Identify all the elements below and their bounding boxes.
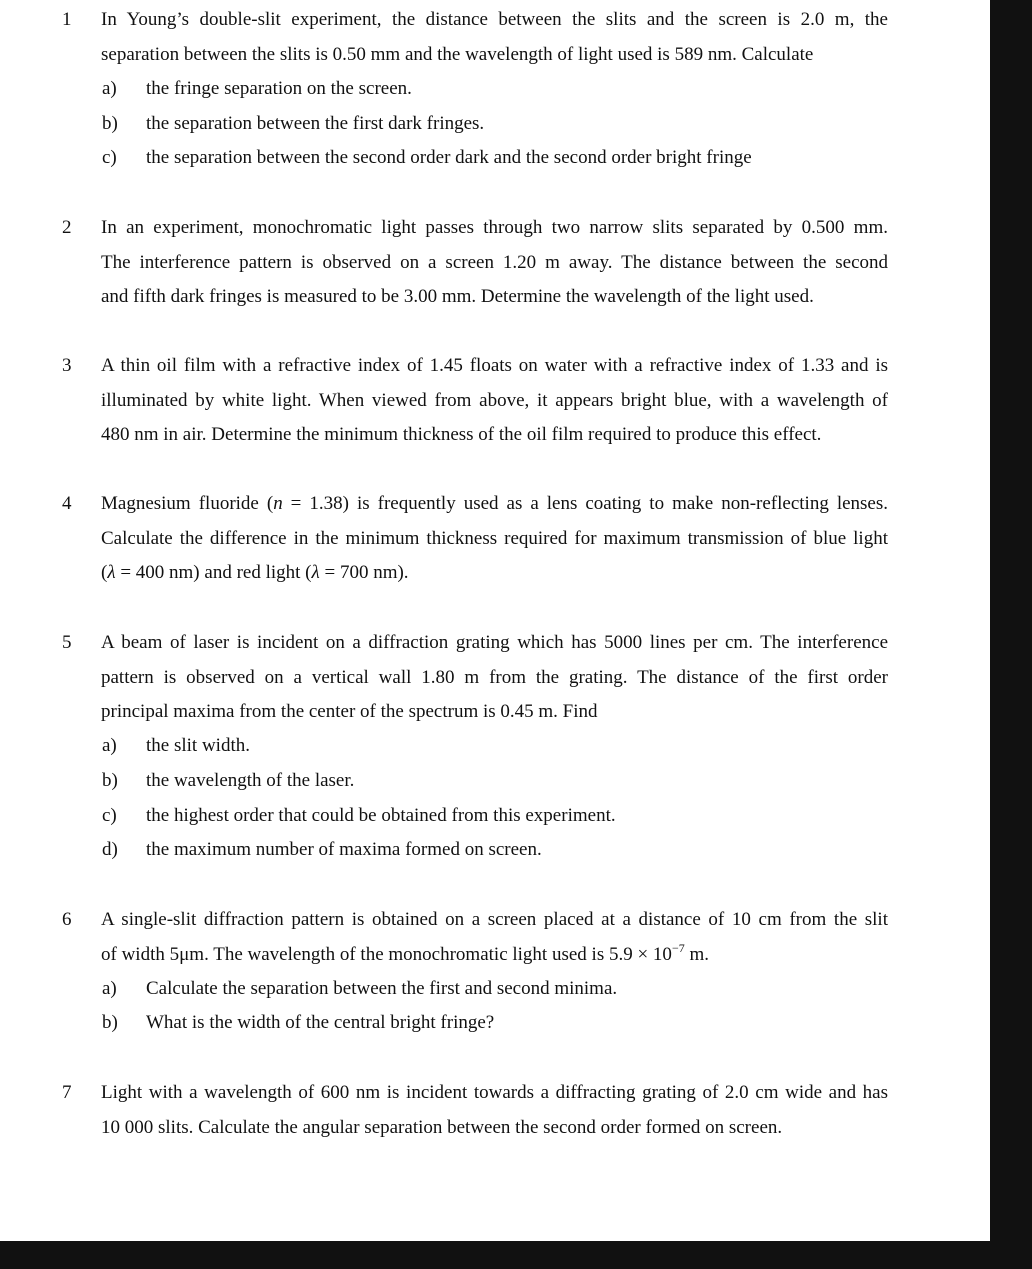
text-line: 480 nm in air. Determine the minimum thickness of the oil film required to produce this effect. <box>101 424 822 445</box>
question-6-part-a: a) Calculate the separation between the first and second minima. <box>102 978 618 999</box>
question-6-part-b: b) What is the width of the central bright fringe? <box>102 1012 495 1033</box>
question-5-part-c: c) the highest order that could be obtained from this experiment. <box>102 805 616 826</box>
text-line: 10 000 slits. Calculate the angular separation between the second order formed on screen. <box>101 1116 783 1138</box>
question-text <box>101 626 888 730</box>
question-text <box>101 349 888 453</box>
text-line: Light with a wavelength of 600 nm is incident towards a diffracting grating of 2.0 cm wide and has <box>101 1082 888 1103</box>
question-5-part-b: b) the wavelength of the laser. <box>102 770 355 791</box>
question-number: 6 <box>62 909 72 930</box>
question-text <box>101 903 888 972</box>
question-text <box>101 211 888 315</box>
question-1-part-a: a) the fringe separation on the screen. <box>102 78 412 99</box>
bottom-edge-bar <box>0 1241 1032 1269</box>
text-line: A single-slit diffraction pattern is obtained on a screen placed at a distance of 10 cm from the slit <box>101 909 888 930</box>
text-line: Calculate the difference in the minimum thickness required for maximum transmission of blue light <box>101 527 888 549</box>
question-5-part-a: a) the slit width. <box>102 735 250 756</box>
question-number: 3 <box>62 355 72 376</box>
question-number: 4 <box>62 493 72 514</box>
question-text <box>101 487 888 591</box>
text-line: Magnesium fluoride (n = 1.38) is frequently used as a lens coating to make non-reflecting lenses. <box>101 493 889 514</box>
text-line: A thin oil film with a refractive index of 1.45 floats on water with a refractive index of 1.33 and is <box>101 355 888 376</box>
question-number: 1 <box>62 9 72 30</box>
text-line: principal maxima from the center of the spectrum is 0.45 m. Find <box>101 701 598 722</box>
text-line: A beam of laser is incident on a diffraction grating which has 5000 lines per cm. The interference <box>101 632 888 653</box>
text-line: illuminated by white light. When viewed from above, it appears bright blue, with a wavelength of <box>101 389 888 411</box>
question-5-part-d: d) the maximum number of maxima formed on screen. <box>102 839 542 860</box>
question-text <box>101 1076 888 1145</box>
text-line: The interference pattern is observed on a screen 1.20 m away. The distance between the second <box>101 251 888 273</box>
question-text <box>101 3 888 72</box>
question-number: 5 <box>62 632 72 653</box>
text-line: pattern is observed on a vertical wall 1.80 m from the grating. The distance of the first order <box>101 666 888 688</box>
text-line: (λ = 400 nm) and red light (λ = 700 nm). <box>101 562 409 583</box>
text-line: and fifth dark fringes is measured to be 3.00 mm. Determine the wavelength of the light used. <box>101 286 814 307</box>
text-line: separation between the slits is 0.50 mm and the wavelength of light used is 589 nm. Calculate <box>101 43 814 65</box>
question-number: 2 <box>62 217 72 238</box>
right-edge-bar <box>990 0 1032 1269</box>
text-line: In an experiment, monochromatic light passes through two narrow slits separated by 0.500 mm. <box>101 217 888 238</box>
question-1-part-c: c) the separation between the second order dark and the second order bright fringe <box>102 147 752 168</box>
text-line: In Young’s double-slit experiment, the distance between the slits and the screen is 2.0 m, the <box>101 9 888 30</box>
question-number: 7 <box>62 1082 72 1103</box>
text-line: of width 5μm. The wavelength of the monochromatic light used is $5.9 \times 10^{-7}$ m. <box>101 940 709 965</box>
question-1-part-b: b) the separation between the first dark fringes. <box>102 113 485 134</box>
